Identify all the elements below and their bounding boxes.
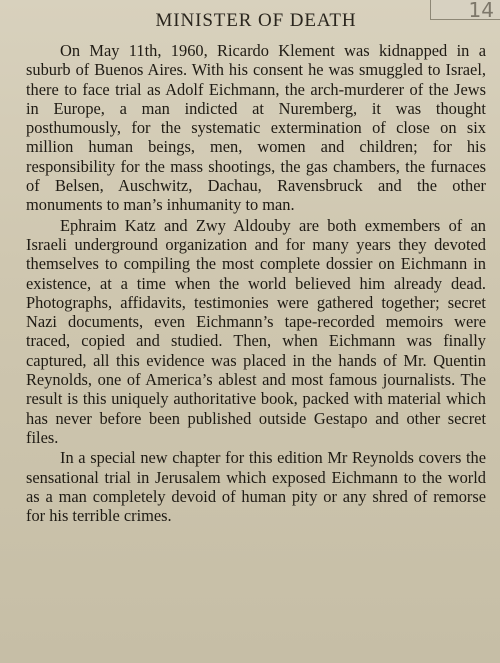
paragraph-2: Ephraim Katz and Zwy Aldouby are both exmembers of an Israeli underground organization and for many years they devoted themselves to compiling the most complete dossier on Eichmann in existence, at a time when the world believed him already dead. Photographs, affidavits, testimonies were gathered together; secret Nazi documents, even Eichmann’s tape-recorded memoirs were traced, copied and studied. Then, when Eichmann was finally captured, all this evidence was placed in the hands of Mr. Quentin Reynolds, one of America’s ablest and most famous journalists. The result is this uniquely authoritative book, packed with material which has never before been published outside Gestapo and other secret files. (26, 215, 486, 447)
paragraph-3: In a special new chapter for this edition Mr Reynolds covers the sensational trial in Jerusalem which exposed Eichmann to the world as a man completely devoid of human pity or any shred of remorse for his terrible crimes. (26, 448, 486, 526)
body-text (26, 41, 486, 525)
paragraph-1: On May 11th, 1960, Ricardo Klement was kidnapped in a suburb of Buenos Aires. With his consent he was smuggled to Israel, there to face trial as Adolf Eichmann, the arch-murderer of the Jews in Europe, a man indicted at Nuremberg, it was thought posthumously, for the systematic extermination of close on six million human beings, men, women and children; for his responsibility for the mass shootings, the gas chambers, the furnaces of Belsen, Auschwitz, Dachau, Ravensbruck and the other monuments to man’s inhumanity to man. (26, 41, 486, 215)
page-title: MINISTER OF DEATH (155, 10, 357, 31)
page-number-label: 14 (430, 0, 500, 20)
